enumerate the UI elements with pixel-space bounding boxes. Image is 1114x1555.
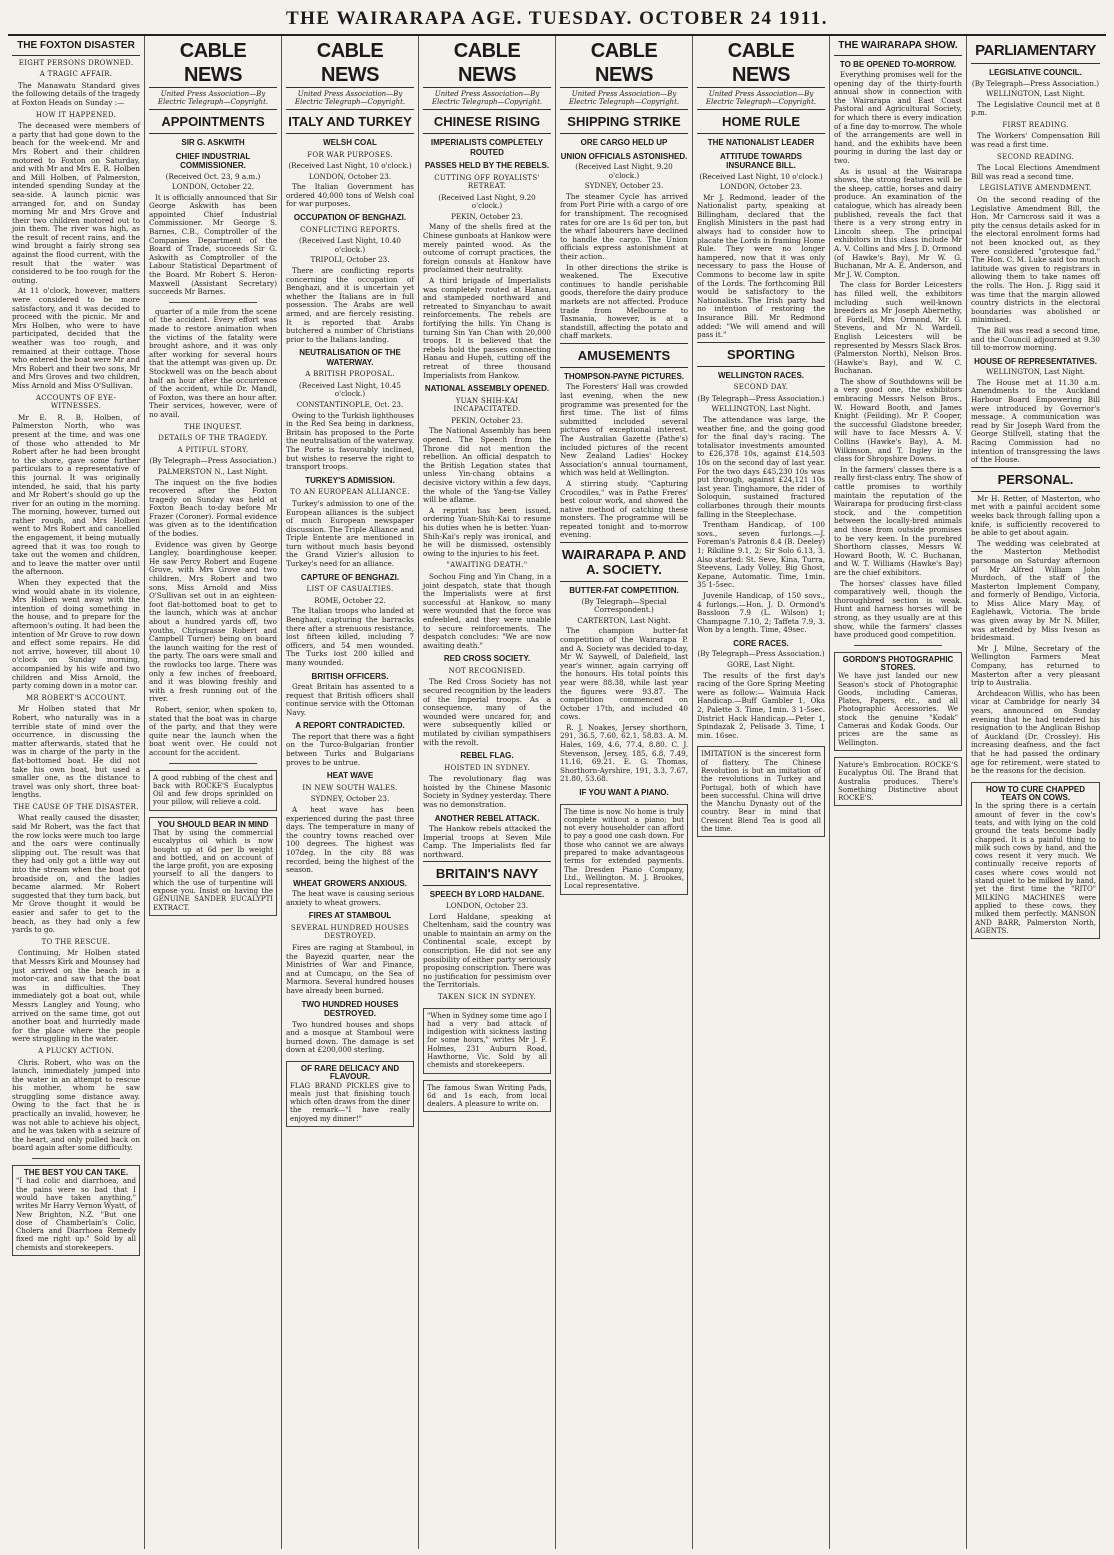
paragraph: Archdeacon Willis, who has been vicar at Cambridge for nearly 34 years, announced on Sunday evening that he had tendered his resignation to the Anglican Bishop of Auckland (Dr. Crossley). His increasing deafness, and the fact that he had passed the ordinary age for retirement, were stated to be the reasons for the decision. xyxy=(971,688,1100,776)
section-heading: SPORTING xyxy=(697,342,825,367)
column-home-rule xyxy=(693,36,830,1549)
press-credit: United Press Association—By Electric Telegraph—Copyright. xyxy=(705,90,817,106)
paragraph: Mr J. Milne, Secretary of the Wellington Farmers Meat Company, has returned to Masterton after a very pleasant trip to Australia. xyxy=(971,643,1100,688)
received-line: (Received Last Night, 10.45 o'clock.) xyxy=(298,380,402,399)
dateline: SYDNEY, October 23. xyxy=(584,181,664,191)
paragraph: A reprint has been issued, ordering Yuan-Shih-Kai to resume his duties when he is better. Yuan-Shih-Kai's reply was ironical, and he will be dismissed, ostensibly owing to the injuries to his feet. xyxy=(423,505,551,558)
subheading: ACCOUNTS OF EYE-WITNESSES. xyxy=(35,393,117,411)
subheading: FIRES AT STAMBOUL xyxy=(308,911,392,921)
subheading: IN NEW SOUTH WALES. xyxy=(302,783,398,792)
advertisement xyxy=(697,746,825,837)
press-credit: United Press Association—By Electric Telegraph—Copyright. xyxy=(431,90,543,106)
paragraph: Mr E. R. B. Holben, of Palmerston North, who was present at the time, and was one of those who attended to Mr Robert after he had been brought to the shore, gave some further particulars to a representative of this journal. It was originally intended, he said, that his party and Mr Robert's should go up the river for an outing in the morning. The morning, however, turned out rather rough, and Mrs Holben went to Mrs Robert and cancelled the engagement, it being mutually agreed that it was too rough to take out the women and children, and to leave the matter over until the afternoon. xyxy=(12,412,140,577)
subheading: FIRST READING. xyxy=(1002,120,1069,129)
paragraph: There are conflicting reports concerning the occupation of Benghazi, and it is uncertain yet whether the Italians are in full possession. The Arabs are well armed, and are fiercely resisting. It is reported that Arabs butchered a number of Christians prior to the Italians landing. xyxy=(286,265,414,344)
press-credit: United Press Association—By Electric Telegraph—Copyright. xyxy=(157,90,269,106)
advertisement xyxy=(12,1165,140,1256)
advertisement xyxy=(149,817,277,916)
paragraph: The inquest on the five bodies recovered after the Foxton tragedy on Sunday was held at Foxton Beach to-day before Mr Frazer (Coroner). Formal evidence was given as to the identification of the bodies. xyxy=(149,477,277,539)
paragraph: quarter of a mile from the scene of the accident. Every effort was made to restore animation when the victims of the fatality were brought ashore, and it was only after working for several hours that the attempt was given up. Dr. Stockwell was on the beach about half an hour after the occurrence of the accident, while Dr. Mandl, of Foxton, was there an hour after. Their services, however, were of no avail. xyxy=(149,306,277,419)
received-line: (Received Last Night, 9.20 o'clock.) xyxy=(575,162,673,180)
paragraph: The Italian troops who landed at Benghazi, capturing the barracks there after a strenuous resistance, lost fifteen killed, including 7 officers, and 54 men wounded. The Turks lost 200 killed and many wounded. xyxy=(286,606,414,667)
article-heading: THE FOXTON DISASTER xyxy=(12,39,140,56)
subheading: "AWAITING DEATH." xyxy=(446,561,528,570)
dateline: WELLINGTON, Last Night. xyxy=(985,367,1086,377)
ad-heading: THE BEST YOU CAN TAKE. xyxy=(23,1168,129,1178)
subheading: CORE RACES. xyxy=(733,638,789,648)
received-line: (Received Last Night, 10 o'clock.) xyxy=(699,171,823,181)
subheading: HOUSE OF REPRESENTATIVES. xyxy=(974,356,1097,366)
column-shipping-strike xyxy=(556,36,693,1549)
subheading: A REPORT CONTRADICTED. xyxy=(295,721,405,731)
subheading: NATIONAL ASSEMBLY OPENED. xyxy=(424,384,550,394)
paragraph: The champion butter-fat competition of the Wairarapa P. and A. Society was decided to-day, Mr W. Saywell, of Dalefield, last year's winner, again carrying off the honours. His total points this year were 88.38, while last year the figures were 93.87. The competition commenced on October 17th, and included 40 cows. xyxy=(560,626,688,722)
paragraph: The Hankow rebels attacked the Imperial troops at Seven Mile Camp. The Imperialists fled far northward. xyxy=(423,824,551,859)
ad-body: That by using the commercial eucalyptus oil which is now bought up at 6d per lb weight and bottled, and on account of the large profit, you are exposing yourself to all the dangers to which the use of turpentine will expose you. Insist on having the GENUINE SANDER EUCALYPTI EXTRACT. xyxy=(153,828,273,912)
subheading: ORE CARGO HELD UP xyxy=(580,138,668,147)
paragraph: Everything promises well for the opening day of the thirty-fourth annual show in connection with the Wairarapa and East Coast Pastoral and Agricultural Society, for which there is every indication of a fine day to-morrow. The whole of the arrangements are well in hand, and the exhibits have been pouring in during the last day or two. xyxy=(834,70,962,166)
cable-news-heading: CABLE NEWS xyxy=(560,39,688,88)
subheading: LEGISLATIVE AMENDMENT. xyxy=(979,184,1092,193)
paragraph: The Legislative Council met at 8 p.m. xyxy=(971,99,1100,118)
subheading: LIST OF CASUALTIES. xyxy=(306,585,394,594)
subheading: LEGISLATIVE COUNCIL. xyxy=(989,68,1082,77)
advertisement xyxy=(560,804,688,895)
divider xyxy=(169,302,257,303)
paragraph: A heat wave has been experienced during the past three days. The temperature in many of the country towns reached over 100 degrees. The highest was 107deg. In the city 88 was recorded, being the highest of the season. xyxy=(286,804,414,875)
column-foxton-disaster xyxy=(8,36,145,1549)
paragraph: The Local Elections Amendment Bill was read a second time. xyxy=(971,163,1100,181)
subheading: EIGHT PERSONS DROWNED. xyxy=(18,58,134,67)
section-heading: ITALY AND TURKEY xyxy=(286,109,414,134)
paragraph: Sochou Fing and Yin Chang, in a joint despatch, state that though the Imperialists were at first successful at Hankow, so many were wounded that the force was enfeebled, and they were unable to secure reinforcements. The despatch concludes: "We are now awaiting death." xyxy=(423,571,551,650)
subheading: HEAT WAVE xyxy=(326,771,374,781)
dateline: CONSTANTINOPLE, Oct. 23. xyxy=(296,400,404,410)
subheading: UNION OFFICIALS ASTONISHED. xyxy=(560,151,688,161)
paragraph: The horses' classes have filled comparatively well, though the thoroughbred section is weak. Hunt and harness horses will be strong, as they usually are at this show, while the farmers' classes have produced good competition. xyxy=(834,578,962,640)
subheading: SECOND DAY. xyxy=(733,383,789,392)
subheading: THE CAUSE OF THE DISASTER. xyxy=(13,802,139,811)
subheading: HOISTED IN SYDNEY. xyxy=(444,763,530,772)
dateline: TRIPOLI, October 23. xyxy=(310,255,390,265)
received-line: (Received Last Night, 9.20 o'clock.) xyxy=(438,192,536,211)
subheading: ATTITUDE TOWARDS INSURANCE BILL. xyxy=(720,151,802,170)
cable-news-heading: CABLE NEWS xyxy=(697,39,825,88)
subheading: A PITIFUL STORY. xyxy=(177,445,249,454)
paragraph: Lord Haldane, speaking at Cheltenham, said the country was unable to maintain an army on the Continental scale, except by conscription. He did not see any possibility of either party seriously proposing conscription. There was no justification for pessimism over the Territorials. xyxy=(423,911,551,990)
press-line: (By Telegraph—Press Association.) xyxy=(697,649,825,659)
paragraph: R. J. Noakes, Jersey shorthorn, 291, 36.5, 7.60, 62.1, 58.83. A. M. Hales, 169, 4.6, 77.4, 8.80. C. J. Stevenson, Jersey, 185, 6.8, 7.49, 11.16, 69.21. E. G. Thomas, Shorthorn-Ayrshire, 191, 3.3, 7.67, 21.80, 53.68. xyxy=(560,722,688,784)
advertisement xyxy=(423,1008,551,1074)
advertisement xyxy=(834,652,962,751)
paragraph: The heat wave is causing serious anxiety to wheat growers. xyxy=(286,889,414,907)
advertisement xyxy=(286,1061,414,1127)
paragraph: What really caused the disaster, said Mr Robert, was the fact that the row locks were much too large and the oars were continually slipping out. The result was that they had only got a little way out into the stream when the boat got broadside on, and the ladies became alarmed. Mr Robert suggested that they turn back, but Mr Grove thought it would be easier and safer to get to the beach, as they had only a few yards to go. xyxy=(12,813,140,935)
section-heading: BRITAIN'S NAVY xyxy=(423,861,551,886)
ad-body: We have just landed our new Season's stock of Photographic Goods, including Cameras, Plates, Papers, etc., and all Photographic Accessories. We stock the genuine "Kodak" Cameras and Kodak Goods. Our prices are the same as Wellington. xyxy=(838,672,958,747)
paragraph: The House met at 11.30 a.m. Amendments to the Auckland Harbour Board Empowering Bill were introduced by Governor's message. A communication was read by Sir Joseph Ward from the George Stillvell, stating that the Racing Commission had no intention of transgressing the laws of the House. xyxy=(971,377,1100,465)
paragraph: In the farmers' classes there is a really first-class entry. The show of cattle promises to worthily maintain the reputation of the Wairarapa for producing first-class stock, and the competition between the locally-bred animals and those from outside promises to be very keen. In the purebred Shorthorn classes, Messrs W. Howard Booth, W. C. Buchanan, and W. T. Williams (Hawke's Bay) are the chief exhibitors. xyxy=(834,464,962,577)
paragraph: Owing to the Turkish lighthouses in the Red Sea being in darkness, Britain has proposed to the Porte the neutralisation of the waterway. The Porte is favourably inclined, but wishes to reserve the right to transport troops. xyxy=(286,410,414,472)
paragraph: The class for Border Leicesters has filled well, the exhibitors including such well-known breeders as Mr Joseph Abernethy, of Fordell, Mrs Ormond, Mr G. Stevens, and Mr N. Wardell. English Leicesters will be represented by Messrs Slack Bros. (Palmerston North), Nelson Bros. (Hawke's Bay), and W. C. Buchanan. xyxy=(834,280,962,376)
column-parliamentary xyxy=(967,36,1104,1549)
paragraph: The steamer Cycle has arrived from Port Pirie with a cargo of ore for transhipment. The recognised rates for ore are 1s 6d per ton, but the wharf labourers have declined to handle the cargo. The Union officials express astonishment at their action. xyxy=(560,191,688,261)
dateline: PALMERSTON N., Last Night. xyxy=(158,466,268,476)
ad-heading: OF RARE DELICACY AND FLAVOUR. xyxy=(300,1064,400,1082)
subheading: CHIEF INDUSTRIAL COMMISSIONER. xyxy=(175,151,251,170)
ad-body: The famous Swan Writing Pads, 6d and 1s each, from local dealers. A pleasure to write on. xyxy=(427,1083,547,1109)
press-credit: United Press Association—By Electric Telegraph—Copyright. xyxy=(568,90,680,106)
dateline: PEKIN, October 23. xyxy=(451,211,523,221)
subheading: TWO HUNDRED HOUSES DESTROYED. xyxy=(301,999,399,1019)
article-heading: PARLIAMENTARY xyxy=(971,39,1100,64)
subheading: CAPTURE OF BENGHAZI. xyxy=(300,572,400,582)
dateline: WELLINGTON, Last Night. xyxy=(985,89,1086,99)
subheading: SPEECH BY LORD HALDANE. xyxy=(429,890,545,900)
paragraph: Evidence was given by George Langley, boardinghouse keeper. He saw Percy Robert and Eugene Grove, with Mrs Grove and two children, Mrs Robert and two sons, Miss Arnold and Miss O'Sullivan set out in an eighteen-foot flat-bottomed boat to get to the launch, which was at anchor about a hundred yards off, two youths, Chrisgrasse Robert and Campbell Turner) being on board the launch waiting for the rest of the party. The oars were small and the rowlocks too large. There was only a few inches of freeboard, and it was blowing freshly and with a fresh running out of the river. xyxy=(149,539,277,704)
paragraph: When they expected that the wind would abate in its violence, Mrs Holben went away with the intention of doing something in the house, and to prepare for the afternoon's outing. It had been the intention of Mr Grove to row down and effect some repairs. He did not arrive, however, till about 10 o'clock on Sunday morning, accompanied by his wife and two children and Miss Arnold, the party coming down in a motor car. xyxy=(12,578,140,691)
article-heading: THE WAIRARAPA SHOW. xyxy=(834,39,962,56)
advertisement xyxy=(149,770,277,811)
masthead xyxy=(8,6,1106,36)
ad-body: A good rubbing of the chest and back with ROCKE'S Eucalyptus Oil and few drops sprinkled on your pillow, will relieve a cold. xyxy=(153,773,273,807)
received-line: (Received Oct. 23, 9 a.m.) xyxy=(165,171,261,181)
section-heading: WAIRARAPA P. AND A. SOCIETY. xyxy=(560,542,688,582)
paragraph: Fires are raging at Stamboul, in the Bayezid quarter, near the Ministries of War and Finance, and at Cumcapu, on the Sea of Marmora. Several hundred houses have already been burned. xyxy=(286,943,414,996)
subheading: TO AN EUROPEAN ALLIANCE. xyxy=(290,488,410,497)
divider xyxy=(32,1158,120,1159)
paragraph: In other directions the strike is weakened. The Executive continues to handle perishable goods, therefore the dairy produce markets are not affected. Produce trade from Melbourne to Tasmania, however, is at a standstill, affecting the potato and chaff markets. xyxy=(560,262,688,341)
paragraph: Mr H. Retter, of Masterton, who met with a painful accident some weeks back through falling upon a knife, is sufficiently recovered to be able to get about again. xyxy=(971,493,1100,538)
paragraph: The revolutionary flag was hoisted by the Chinese Masonic Society in Sydney yesterday. There was no demonstration. xyxy=(423,774,551,809)
ad-heading: HOW TO CURE CHAPPED TEATS ON COWS. xyxy=(986,784,1085,803)
dateline: PEKIN, October 23. xyxy=(451,415,523,425)
subheading: DETAILS OF THE TRAGEDY. xyxy=(158,434,268,443)
divider xyxy=(169,763,257,764)
paragraph: The Italian Government has ordered 40,000 tons of Welsh coal for war purposes. xyxy=(286,182,414,209)
dateline: LONDON, October 23. xyxy=(719,182,803,192)
subheading: CUTTING OFF ROYALISTS' RETREAT. xyxy=(434,173,540,191)
received-line: (Received Last Night, 10 o'clock.) xyxy=(288,161,412,171)
paragraph: The Bill was read a second time, and the Council adjourned at 9.30 till to-morrow morning. xyxy=(971,325,1100,353)
subheading: OCCUPATION OF BENGHAZI. xyxy=(293,213,407,223)
subheading: TO BE OPENED TO-MORROW. xyxy=(839,59,957,69)
section-heading: AMUSEMENTS xyxy=(560,343,688,368)
subheading: A TRAGIC AFFAIR. xyxy=(39,70,113,79)
subheading: WHEAT GROWERS ANXIOUS. xyxy=(293,878,407,888)
section-heading: SHIPPING STRIKE xyxy=(560,109,688,134)
paragraph: A stirring study, "Capturing Crocodiles," was in Pathe Freres' best colour work, and showed the native method of catching these monsters. The programme will be repeated tonight and to-morrow evening. xyxy=(560,478,688,540)
press-line: (By Telegraph—Press Association.) xyxy=(697,393,825,403)
paragraph: Great Britain has assented to a request that British officers shall continue service with the Ottoman Navy. xyxy=(286,682,414,717)
paragraph: At 11 o'clock, however, matters were considered to be more satisfactory, and it was decided to proceed with the picnic. Mr and Mrs Holben, who were to have participated, decided that the weather was too rough, and remained at their cottage. Those who entered the boat were Mr and Mrs Robert and their two sons, Mr and Mrs Groves and two children, Miss Arnold and Miss O'Sullivan. xyxy=(12,286,140,390)
dateline: WELLINGTON, Last Night. xyxy=(711,404,811,414)
subheading: TAKEN SICK IN SYDNEY. xyxy=(437,992,537,1001)
subheading: SIR G. ASKWITH xyxy=(181,138,245,147)
dateline: GORE, Last Night. xyxy=(727,660,795,669)
subheading: YUAN SHIH-KAI INCAPACITATED. xyxy=(453,396,521,414)
paragraph: The Manawatu Standard gives the following details of the tragedy at Foxton Heads on Sunday :— xyxy=(12,80,140,107)
subheading: SEVERAL HUNDRED HOUSES DESTROYED. xyxy=(290,923,410,941)
paragraph: The show of Southdowns will be a very good one, the exhibitors embracing Messrs Nelson Bros., W. Howard Booth, and James Knight (Feilding). Mr P. Cooper, the successful Gladstone breeder, will have to face Messrs A. V. Collins (Hawke's Bay), A. M. Wilkinson, and T. Ingley in the class for Shropshire Downs. xyxy=(834,376,962,464)
subheading: THE NATIONALIST LEADER xyxy=(707,138,815,147)
divider xyxy=(854,645,942,646)
subheading: THE INQUEST. xyxy=(183,422,242,431)
subheading: FOR WAR PURPOSES. xyxy=(307,150,393,159)
subheading: IMPERIALISTS COMPLETELY ROUTED xyxy=(430,138,544,157)
subheading: A PLUCKY ACTION. xyxy=(38,1046,114,1055)
columns xyxy=(8,36,1106,1549)
subheading: TO THE RESCUE. xyxy=(41,937,111,946)
paragraph: The Foresters' Hall was crowded last evening, when the new programme was presented for the first time. The list of films submitted included several pictures of exceptional interest. The Australian Gazette (Pathe's) included pictures of the recent New Zealand Ladies' Hockey Association's annual tournament, which was held at Wellington. xyxy=(560,382,688,478)
ad-body: FLAG BRAND PICKLES give to meals just that finishing touch which often draws from the diner the remark—"I have really enjoyed my dinner!" xyxy=(290,1081,410,1123)
paragraph: It is officially announced that Sir George Askwith has been appointed Chief Industrial Commissioner. Mr George S. Barnes, C.B., Comptroller of the Companies Department of the Board of Trade, succeeds Sir G. Askwith as Comptroller of the Labour Statistical Department of the Board. Mr Robert S. Heron-Maxwell (Assistant Secretary) succeeds Mr Barnes. xyxy=(149,192,277,297)
paragraph: The Red Cross Society has not secured recognition by the leaders of the Imperial troops. As a consequence, many of the wounded were uncared for, and were subsequently killed or mutilated by civilian sympathisers with the revolt. xyxy=(423,677,551,747)
subheading: MR ROBERT'S ACCOUNT. xyxy=(25,693,127,702)
paragraph: Chris. Robert, who was on the launch, immediately jumped into the water in an attempt to rescue his mother, whom he saw struggling some distance away. Owing to the fact that he is practically an invalid, however, he was not able to achieve his object, and he was taken with a seizure of the heart, and only pulled back on board again after some difficulty. xyxy=(12,1057,140,1153)
masthead-title: THE WAIRARAPA AGE. TUESDAY. OCTOBER 24 1911. xyxy=(285,8,828,29)
subheading: RED CROSS SOCIETY. xyxy=(443,654,531,664)
press-line: (By Telegraph—Press Association.) xyxy=(149,456,277,466)
subheading: REBEL FLAG. xyxy=(460,751,514,761)
paragraph: The results of the first day's racing of the Gore Spring Meeting were as follow:— Waimuia Hack Handicap.—Buff Gambler 1, Oka 2, Palette 3. Time, 1min. 3 1-5sec. District Hack Handicap.—Peter 1, Spindazak 2, Pelisade 3. Time, 1 min. 16sec. xyxy=(697,670,825,740)
paragraph: The attendance was large, the weather fine, and the going good for the final day's racing. The totalisator investments amounted to £26,378 10s, against £14,503 10s on the second day of last year. For the two days £45,230 10s was put through, against £24,121 10s last year. Tinghamore, the rider of Soloquin, sustained fractured collarbones through their mounts falling in the Steeplechase. xyxy=(697,415,825,519)
paragraph: Continuing, Mr Holben stated that Messrs Kirk and Mounsey had just arrived on the beach in a motor-car, and saw that the boat was in difficulties. They immediately got a boat out, while Messrs Langley and Young, who arrived on the same time, got out another boat and hurriedly made for the place where the people were struggling in the water. xyxy=(12,948,140,1044)
paragraph: As is usual at the Wairarapa shows, the strong features will be the sheep, cattle, horses and dairy produce. An examination of the catalogue, which has already been published, reveals the fact that there is a very strong entry in Lincoln sheep. The principal exhibitors in this class include Mr A. V. Collins and Mrs J. D. Ormond (of Hawke's Bay), Mr W. G. Buchanan, Mr A. E. Anderson, and Mr J. W. Compton. xyxy=(834,166,962,279)
column-chinese-rising xyxy=(419,36,556,1549)
subheading: TURKEY'S ADMISSION. xyxy=(305,475,395,485)
paragraph: Many of the shells fired at the Chinese gunboats at Hankow were merely painted wood. As the outcome of corrupt practices, the foreign consuls at Hankow have proclaimed their neutrality. xyxy=(423,222,551,275)
paragraph: The wedding was celebrated at the Masterton Methodist parsonage on Saturday afternoon of Mr Alfred William John Murdoch, of the staff of the Masterton Implement Company, and formerly of Bendigo, Victoria, to Miss Alice Mary May, of Eaglehawk, Victoria. The bride was given away by Mr N. Miller, was attended by Miss Iveson as bridesmaid. xyxy=(971,538,1100,643)
received-line: (Received Last Night, 10.40 o'clock.) xyxy=(298,236,402,254)
subheading: A BRITISH PROPOSAL. xyxy=(305,370,395,379)
subheading: BRITISH OFFICERS. xyxy=(311,671,389,681)
section-heading: APPOINTMENTS xyxy=(149,109,277,134)
subheading: BUTTER-FAT COMPETITION. xyxy=(569,586,679,596)
ad-body: Nature's Embrocation. ROCKE'S Eucalyptus Oil. The Brand that Australia produces. There's Something Distinctive about ROCKE'S. xyxy=(838,760,958,803)
section-heading: HOME RULE xyxy=(697,109,825,134)
ad-body: In the spring there is a certain amount of fever in the cow's teats, and with lying on the cold ground the teats become badly chapped. It is a painful thing to milk such cows by hand, and the cows resent it very much. We continually receive reports of cases where cows would not stand quiet to be milked by hand, yet the first time the "RITO" MILKING MACHINES were applied to these cows, they milked them perfectly. MANSON AND BARR, Palmerston North, AGENTS. xyxy=(975,802,1096,935)
subheading: WELSH COAL xyxy=(323,138,377,147)
dateline: CARTERTON, Last Night. xyxy=(577,615,671,625)
subheading: THOMPSON-PAYNE PICTURES. xyxy=(563,371,684,381)
advertisement xyxy=(423,1080,551,1113)
subheading: NOT RECOGNISED. xyxy=(448,666,526,675)
section-heading: CHINESE RISING xyxy=(423,109,551,134)
subheading: HOW IT HAPPENED. xyxy=(35,110,117,119)
ad-body: "When in Sydney some time ago I had a very bad attack of indigestion with sickness lasting for some hours," writes Mr J. F. Holmes, 231 Auburn Road, Hawthorne, Vic. Sold by all chemists and storekeepers. xyxy=(427,1011,547,1070)
cable-news-heading: CABLE NEWS xyxy=(286,39,414,88)
advertisement xyxy=(834,757,962,806)
dateline: LONDON, October 22. xyxy=(171,182,255,192)
paragraph: The National Assembly has been opened. The Speech from the Throne did not mention the rebellion. An official despatch to the British Legation states that unless Yin-chang obtains a decisive victory within a few days, the whole of the Yang-tse Valley will be aflame. xyxy=(423,426,551,505)
section-heading: PERSONAL. xyxy=(971,467,1100,492)
dateline: SYDNEY, October 23. xyxy=(310,794,390,804)
subheading: ANOTHER REBEL ATTACK. xyxy=(434,813,540,823)
dateline: ROME, October 22. xyxy=(314,595,386,605)
subheading: SECOND READING. xyxy=(997,152,1074,161)
subheading: CONFLICTING REPORTS. xyxy=(300,225,400,234)
subheading: WELLINGTON RACES. xyxy=(717,370,805,380)
subheading: PASSES HELD BY THE REBELS. xyxy=(424,161,550,170)
column-wairarapa-show xyxy=(830,36,967,1549)
paragraph: The report that there was a fight on the Turco-Bulgarian frontier between Turks and Bulgarians proves to be untrue. xyxy=(286,731,414,767)
paragraph: Two hundred houses and shops and a mosque at Stamboul were burned down. The damage is set down at £200,000 sterling. xyxy=(286,1019,414,1055)
paragraph: The deceased were members of a party that had gone down to the beach for the week-end. Mr and Mrs Robert and their children motored to Foxton on Saturday, and with Mr and Mrs E. R. Holben and Mill Holben, of Palmerston, intended spending Sunday at the sea-side. A launch picnic was arranged for, and on Sunday morning Mr and Mrs Grove and their two children motored out to join them. The river was high, as the result of recent rains, and the wind brought a fairly strong sea against the flood current, with the result that the water was considered to be too rough for the outing. xyxy=(12,121,140,285)
subheading: NEUTRALISATION OF THE WATERWAY. xyxy=(299,348,401,367)
subheading: IF YOU WANT A PIANO. xyxy=(579,788,669,798)
dateline: LONDON, October 23. xyxy=(445,900,529,910)
cable-news-heading: CABLE NEWS xyxy=(423,39,551,88)
ad-body: The time is now. No home is truly complete without a piano; but not every householder can afford to pay a good one cash down. For those who cannot we are always prepared to make advantageous terms for extended payments. The Dresden Piano Company, Ltd., Wellington. M. J. Brookes, Local representative. xyxy=(564,807,684,891)
ad-heading: YOU SHOULD BEAR IN MIND xyxy=(157,819,269,829)
paragraph: Juvenile Handicap, of 150 sovs., 4 furlongs.—Hon. J. D. Ormond's Bassloon 7.9 (L. Wilson) 1; Champagne 7.10, 2; Taffeta 7.9, 3. Won by a length. Time, 49sec. xyxy=(697,590,825,635)
press-line: (By Telegraph—Special Correspondent.) xyxy=(581,596,667,615)
cable-news-heading: CABLE NEWS xyxy=(149,39,277,88)
paragraph: On the second reading of the Legislative Amendment Bill, the Hon. Mr Carncross said it was a pity the census details asked for in the electoral enrolment forms had not been knocked out, as they were considered "grotesque fad." The Hon. C. M. Luke said too much latitude was given to registrars in allowing them to take names off the rolls. The Hon. J. Rigg said it was time that the margin allowed country districts in the electoral boundaries was abolished or minimised. xyxy=(971,195,1100,325)
ad-body: IMITATION is the sincerest form of flattery. The Chinese Revolution is but an imitation of the revolutions in Turkey and Portugal, both of which have been successful. China will drive the Manchu Dynasty out of the country. Bear in mind that Crescent Blend Tea is good all the time. xyxy=(701,750,821,834)
paragraph: Trentham Handicap, of 100 sovs., seven furlongs.—J. Foreman's Patronis 8.4 (B. Deeley) 1; Rikiline 9.1, 2; Sir Solo 6.13, 3. Also started: St. Seve, Kina, Turra, Steevens, Lady Volley, Big Ghost, Kepane, Automatic. Time, 1min. 35 1-5sec. xyxy=(697,520,825,590)
column-appointments xyxy=(145,36,282,1549)
ad-body: "I had colic and diarrhoea, and the pains were so bad that I would have taken anything," writes Mr Harry Vernon Wyatt, of New Brighton, N.Z. "But one dose of Chamberlain's Colic, Cholera and Diarrhoea Remedy fixed me right up." Sold by all chemists and storekeepers. xyxy=(16,1177,136,1252)
column-italy-turkey xyxy=(282,36,419,1549)
advertisement xyxy=(971,782,1100,939)
ad-heading: GORDON'S PHOTOGRAPHIC STORES. xyxy=(842,654,954,672)
paragraph: A third brigade of Imperialists was completely routed at Hanau, and stampeded northward and retreated to Sinyanchau to await reinforcements. The rebels are fortifying the hills. Yin Chang is turning Sin Yan Chan with 20,000 troops. It is believed that the rebels hold the passes connecting Hanau and Hupeh, cutting off the retreat of three thousand Imperialists from Hankow. xyxy=(423,276,551,380)
dateline: LONDON, October 23. xyxy=(308,171,392,181)
press-line: (By Telegraph—Press Association.) xyxy=(971,78,1100,88)
paragraph: Robert, senior, when spoken to, stated that the boat was in charge of the party, and that they were quite near the launch when the boat went over. He could not account for the accident. xyxy=(149,704,277,757)
paragraph: Turkey's admission to one of the European alliances is the subject of much European newspaper discussion. The Triple Alliance and Triple Entente are mentioned in turn without much basis beyond the Grand Vizier's allusion to Turkey's need for an alliance. xyxy=(286,498,414,569)
press-credit: United Press Association—By Electric Telegraph—Copyright. xyxy=(294,90,406,106)
paragraph: Mr Holben stated that Mr Robert, who naturally was in a terrible state of mind over the occurrence, in discussing the matter afterwards, stated that he was in charge of the party in the flat-bottomed boat. He did not take his own boat, but used a smaller one, as the distance to travel was only short, three boat-lengths. xyxy=(12,704,140,800)
paragraph: The Workers' Compensation Bill was read a first time. xyxy=(971,131,1100,150)
paragraph: Mr J. Redmond, leader of the Nationalist party, speaking at Billingham, declared that the English Ministers in the past had always had to consider how to placate the Lords in framing Home Rule. They were no longer hampered, now that it was only necessary to pass the House of Commons to become law in spite of the Lords. The forthcoming Bill would be satisfactory to the Nationalists. The Irish party had no intention of restoring the Insurance Bill. Mr Redmond added: "We will amend and will pass it." xyxy=(697,192,825,340)
